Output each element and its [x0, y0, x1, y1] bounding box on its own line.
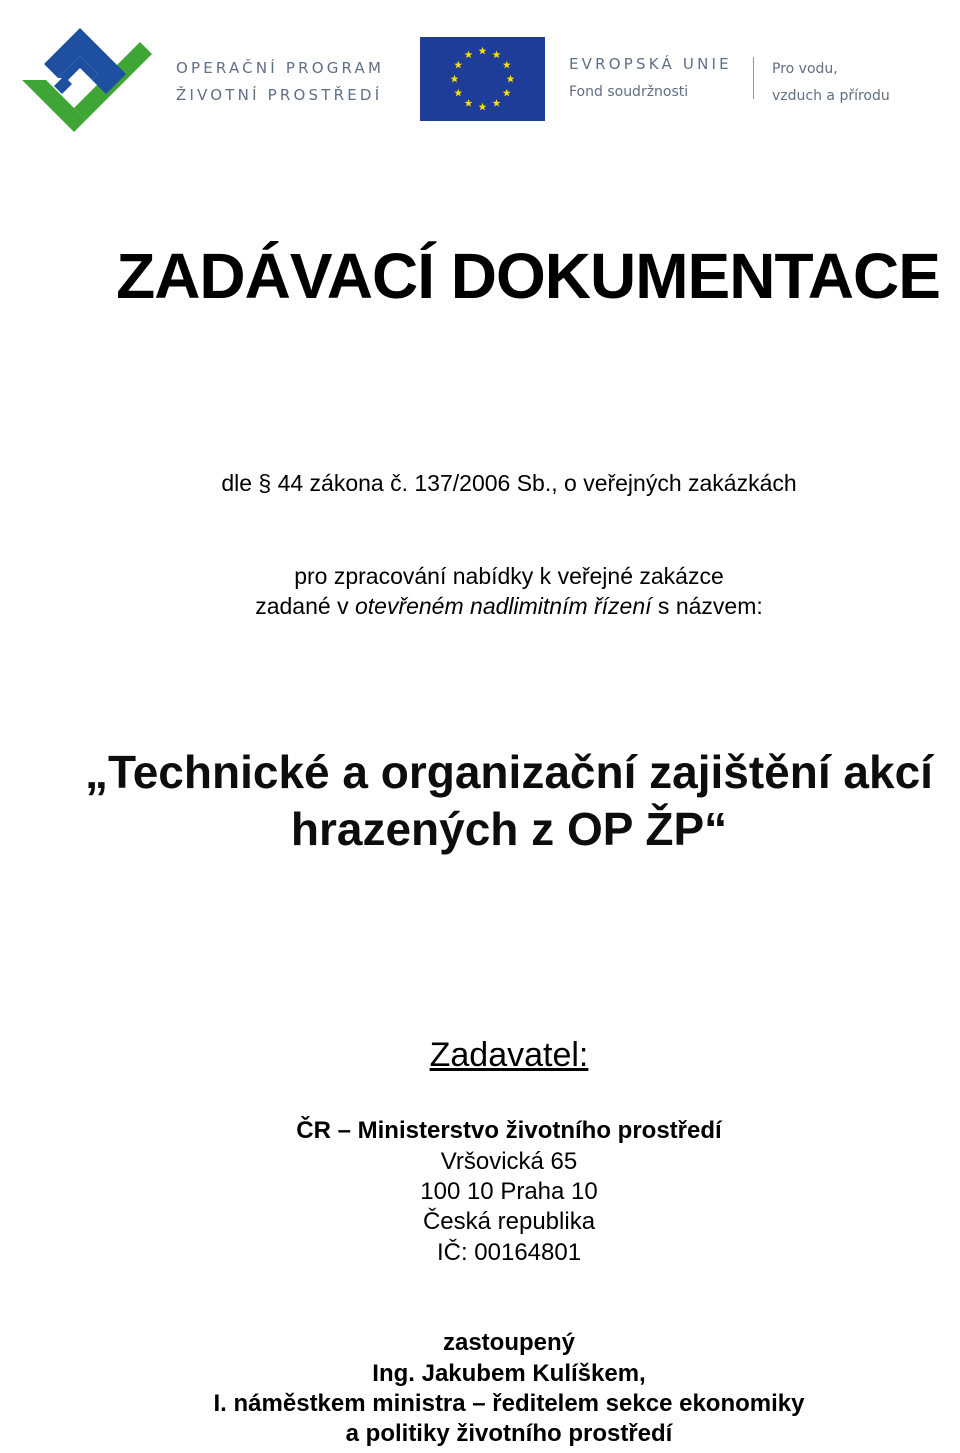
representative-role-line1: I. náměstkem ministra – ředitelem sekce ekonomiky: [213, 1390, 805, 1417]
address-city: 100 10 Praha 10: [420, 1178, 598, 1205]
address-country: Česká republika: [422, 1208, 596, 1235]
header-logos: [0, 0, 960, 150]
slogan-line2: vzduch a přírodu: [772, 88, 890, 104]
opzp-logo-icon: [22, 28, 152, 132]
representative-role-line2: a politiky životního prostředí: [345, 1420, 673, 1447]
contract-name-line1: „Technické a organizační zajištění akcí: [85, 746, 933, 798]
contracting-authority-name: ČR – Ministerstvo životního prostředí: [296, 1117, 722, 1144]
opzp-logo-line2: ŽIVOTNÍ PROSTŘEDÍ: [176, 86, 383, 104]
eu-flag-icon: [420, 37, 545, 121]
contracting-authority-label: Zadavatel:: [429, 1036, 589, 1074]
slogan: [772, 56, 890, 110]
representative-name: Ing. Jakubem Kulíškem,: [372, 1360, 646, 1387]
purpose-line-1: pro zpracování nabídky k veřejné zakázce: [294, 563, 724, 589]
address-street: Vršovická 65: [440, 1148, 578, 1175]
company-id: IČ: 00164801: [436, 1239, 582, 1266]
law-reference: dle § 44 zákona č. 137/2006 Sb., o veřejných zakázkách: [221, 470, 797, 496]
purpose-suffix: s názvem:: [651, 593, 763, 619]
opzp-logo-text: [176, 55, 384, 109]
eu-title: EVROPSKÁ UNIE: [569, 55, 732, 73]
purpose-line-2: [0, 591, 960, 621]
slogan-line1: Pro vodu,: [772, 61, 838, 77]
purpose-prefix: zadané v: [255, 593, 355, 619]
represented-by-label: zastoupený: [442, 1329, 576, 1356]
opzp-logo-line1: OPERAČNÍ PROGRAM: [176, 59, 385, 77]
header-divider: [753, 57, 754, 99]
procedure-type: otevřeném nadlimitním řízení: [354, 593, 652, 619]
eu-fund-name: Fond soudržnosti: [569, 84, 689, 100]
contract-name: [0, 744, 960, 858]
document-title: ZADÁVACÍ DOKUMENTACE: [116, 240, 940, 312]
contract-name-line2: hrazených z OP ŽP“: [290, 803, 728, 855]
